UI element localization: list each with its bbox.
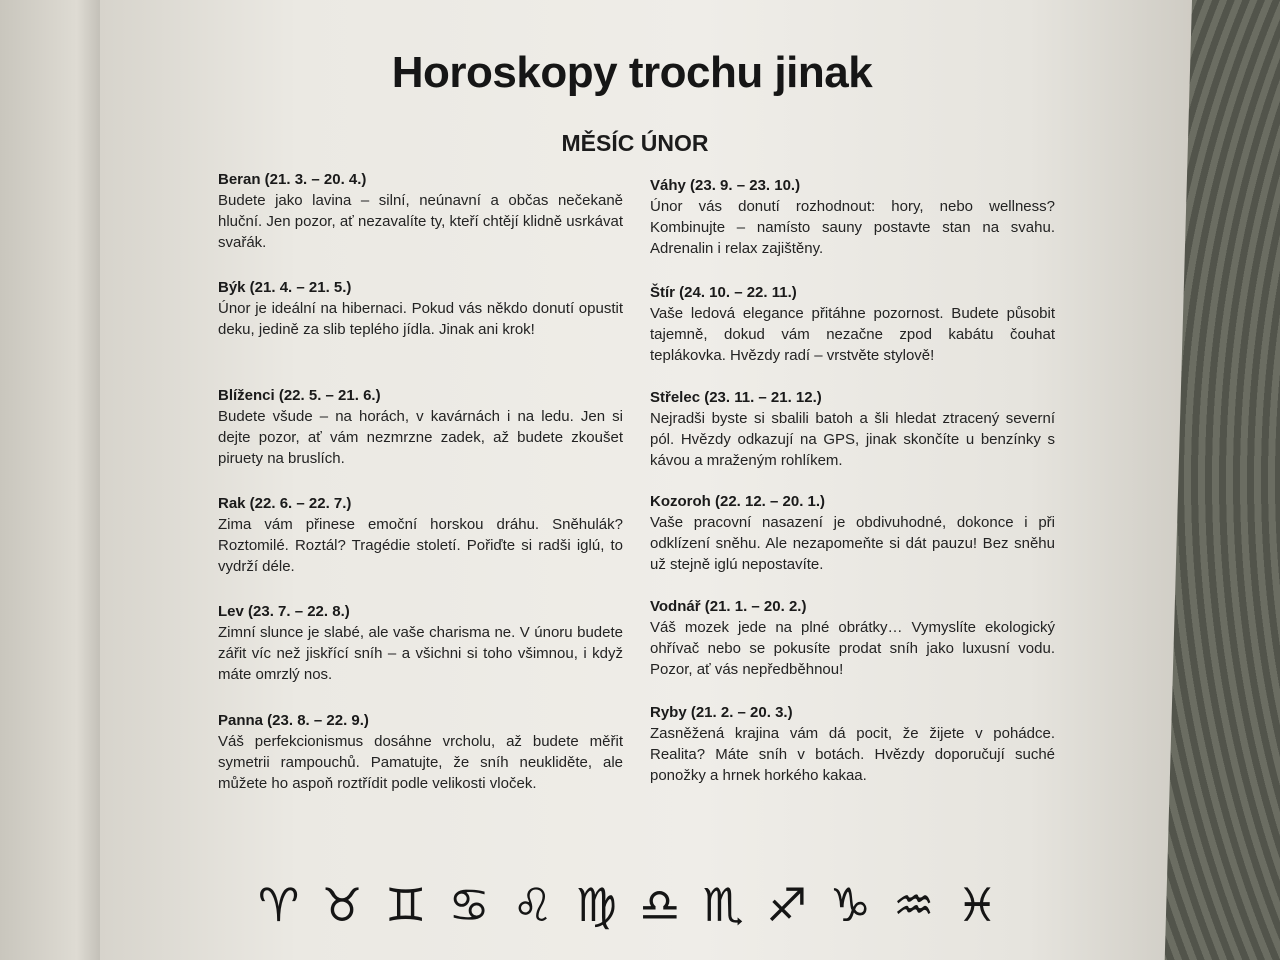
sign-heading: Štír (24. 10. – 22. 11.) — [650, 284, 797, 301]
leo-icon: ♌ — [512, 878, 554, 932]
libra-icon: ♎ — [639, 878, 681, 932]
horoscope-kozoroh — [650, 492, 1055, 575]
sign-text: Zima vám přinese emoční horskou dráhu. Sněhulák? Roztomilé. Roztál? Tragédie století. Pořiďte si radši iglú, to vydrží déle. — [218, 516, 623, 575]
sign-heading: Panna (23. 8. – 22. 9.) — [218, 712, 369, 729]
sign-heading: Beran (21. 3. – 20. 4.) — [218, 171, 367, 188]
sign-heading: Lev (23. 7. – 22. 8.) — [218, 603, 350, 620]
sign-text: Váš perfekcionismus dosáhne vrcholu, až budete měřit symetrii rampouchů. Pamatujte, že sníh neukliděte, ale můžete ho aspoň roztřídit podle velikosti vloček. — [218, 733, 623, 792]
sign-text: Vaše pracovní nasazení je obdivuhodné, dokonce i při odklízení sněhu. Ale nezapomeňte si dát pauzu! Bez sněhu už stejně iglú nepostavíte. — [650, 514, 1055, 573]
horoscope-rak — [218, 494, 623, 577]
sign-heading: Střelec (23. 11. – 21. 12.) — [650, 389, 822, 406]
sign-text: Budete všude – na horách, v kavárnách i na ledu. Jen si dejte pozor, ať vám nezmrzne zadek, až budete zkoušet piruety na bruslích. — [218, 408, 623, 467]
horoscope-blizenci — [218, 386, 623, 469]
sign-heading: Blíženci (22. 5. – 21. 6.) — [218, 387, 381, 404]
sign-heading: Kozoroh (22. 12. – 20. 1.) — [650, 493, 826, 510]
sign-heading: Ryby (21. 2. – 20. 3.) — [650, 704, 793, 721]
zodiac-symbols-row — [258, 870, 998, 940]
sign-text: Zasněžená krajina vám dá pocit, že žijete v pohádce. Realita? Máte sníh v botách. Hvězdy doporučují suché ponožky a hrnek horkého kakaa. — [650, 725, 1055, 784]
horoscope-ryby — [650, 703, 1055, 786]
sign-text: Nejradši byste si sbalili batoh a šli hledat ztracený severní pól. Hvězdy odkazují na GPS, jinak skončíte u benzínky s kávou a mraženým rohlíkem. — [650, 410, 1055, 469]
horoscope-vahy — [650, 176, 1055, 259]
horoscope-beran — [218, 170, 623, 253]
scorpio-icon: ♏ — [702, 878, 744, 932]
sign-heading: Vodnář (21. 1. – 20. 2.) — [650, 598, 807, 615]
sign-heading: Rak (22. 6. – 22. 7.) — [218, 495, 352, 512]
sign-text: Váš mozek jede na plné obrátky… Vymyslíte ekologický ohřívač nebo se pokusíte prodat sníh jako luxusní vodu. Pozor, ať vás nepředběhnou! — [650, 619, 1055, 678]
horoscope-vodnar — [650, 597, 1055, 680]
horoscope-stir — [650, 283, 1055, 366]
cancer-icon: ♋ — [448, 878, 490, 932]
gemini-icon: ♊ — [385, 878, 427, 932]
sign-heading: Býk (21. 4. – 21. 5.) — [218, 279, 352, 296]
horoscope-panna — [218, 711, 623, 794]
aries-icon: ♈ — [258, 878, 300, 932]
document-subtitle: MĚSÍC ÚNOR — [561, 130, 709, 156]
sign-text: Únor vás donutí rozhodnout: hory, nebo wellness? Kombinujte – namísto sauny postavte stan na svahu. Adrenalin i relax zajištěny. — [650, 198, 1055, 257]
sagittarius-icon: ♐ — [766, 878, 808, 932]
pisces-icon: ♓ — [956, 878, 998, 932]
horoscope-strelec — [650, 388, 1055, 471]
taurus-icon: ♉ — [321, 878, 363, 932]
sign-text: Budete jako lavina – silní, neúnavní a občas nečekaně hluční. Jen pozor, ať nezavalíte ty, kteří chtějí klidně usrkávat svařák. — [218, 192, 623, 251]
sign-text: Zimní slunce je slabé, ale vaše charisma ne. V únoru budete zářit víc než jiskřící sníh – a všichni si toho všimnou, i když máte omrzlý nos. — [218, 624, 623, 683]
capricorn-icon: ♑ — [829, 878, 871, 932]
sign-text: Únor je ideální na hibernaci. Pokud vás někdo donutí opustit deku, jedině za slib teplého jídla. Jinak ani krok! — [218, 300, 623, 338]
sign-text: Vaše ledová elegance přitáhne pozornost. Budete působit tajemně, dokud vám nezačne zpod kabátu čouhat teplákovka. Hvězdy radí – vrstvěte stylově! — [650, 305, 1055, 364]
virgo-icon: ♍ — [575, 878, 617, 932]
sign-heading: Váhy (23. 9. – 23. 10.) — [650, 177, 801, 194]
horoscope-lev — [218, 602, 623, 685]
document-title: Horoskopy trochu jinak — [391, 48, 873, 97]
aquarius-icon: ♒ — [893, 878, 935, 932]
horoscope-byk — [218, 278, 623, 340]
